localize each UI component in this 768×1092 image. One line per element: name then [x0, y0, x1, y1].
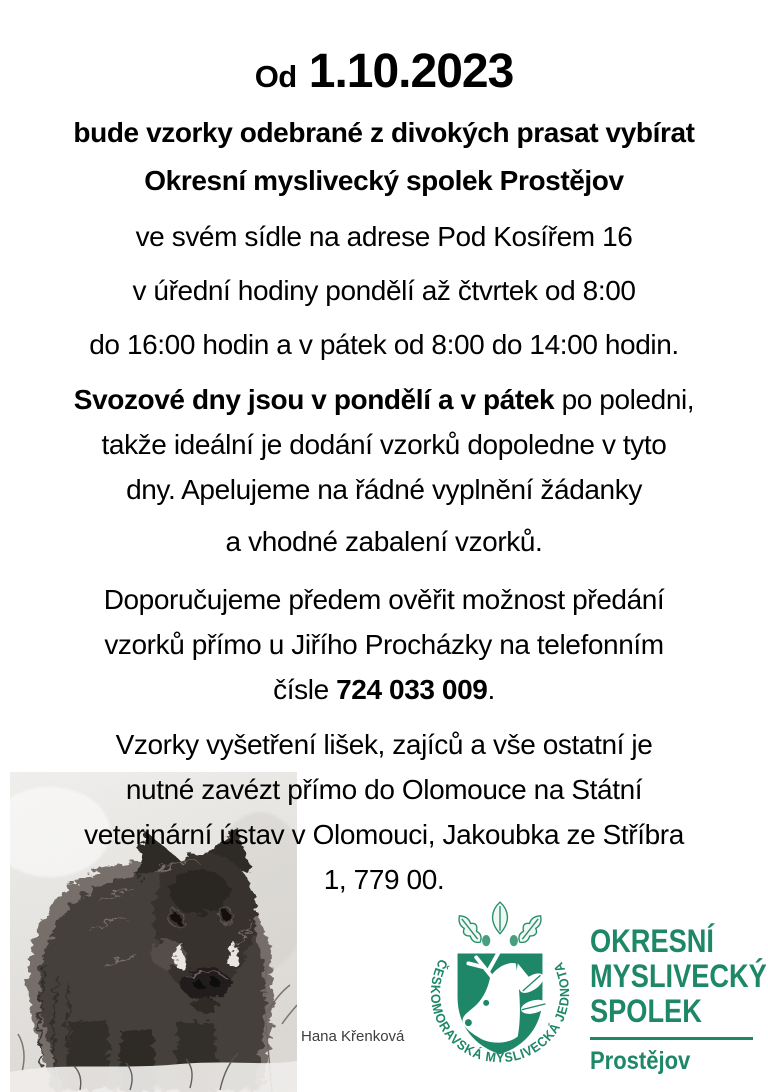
- org-city: Prostějov: [590, 1047, 691, 1075]
- phone-number: 724 033 009: [336, 674, 488, 705]
- org-divider: [590, 1037, 753, 1040]
- org-name-line-3: SPOLEK: [590, 993, 702, 1029]
- notice-line-phone: [0, 673, 768, 707]
- notice-line-intro-1: bude vzorky odebrané z divokých prasat vybírat: [73, 117, 695, 148]
- org-name-line-1: OKRESNÍ: [590, 923, 714, 959]
- notice-line-intro-2: Okresní myslivecký spolek Prostějov: [144, 165, 624, 196]
- notice-line-hours-1: v úřední hodiny pondělí až čtvrtek od 8:00: [132, 275, 636, 306]
- notice-line-address: ve svém sídle na adrese Pod Kosířem 16: [135, 221, 633, 252]
- org-name-block: [590, 924, 768, 1076]
- photo-caption: Hana Křenková: [301, 1028, 405, 1045]
- notice-line-contact-1: Doporučujeme předem ověřit možnost předání: [103, 584, 665, 615]
- notice-line-pickup-2: takže ideální je dodání vzorků dopoledne v tyto: [101, 429, 667, 460]
- pickup-days-rest: po poledni,: [554, 384, 695, 415]
- emblem-ring-text: ČESKOMORAVSKÁ MYSLIVECKÁ JEDNOTA: [427, 956, 573, 1066]
- title-prefix: Od: [254, 59, 297, 94]
- notice-line-pickup-4: a vhodné zabalení vzorků.: [225, 526, 543, 557]
- title-date: 1.10.2023: [308, 45, 514, 98]
- notice-line-other-1: Vzorky vyšetření lišek, zajíců a vše ostatní je: [115, 729, 653, 760]
- org-name: [590, 923, 767, 1029]
- notice-line-pickup-1: [0, 383, 768, 417]
- notice-line-contact-2: vzorků přímo u Jiřího Procházky na telefonním: [104, 629, 664, 660]
- notice-line-hours-2: do 16:00 hodin a v pátek od 8:00 do 14:00 hodin.: [89, 329, 679, 360]
- notice-line-pickup-3: dny. Apelujeme na řádné vyplnění žádanky: [126, 474, 642, 505]
- phone-period: .: [487, 674, 495, 705]
- pickup-days-bold: Svozové dny jsou v pondělí a v pátek: [73, 384, 555, 415]
- notice-line-other-4: 1, 779 00.: [323, 864, 445, 895]
- notice-line-other-2: nutné zavézt přímo do Olomouce na Státní: [125, 774, 643, 805]
- cmmj-emblem: [421, 899, 579, 1087]
- org-name-line-2: MYSLIVECKÝ: [590, 958, 767, 994]
- notice-line-other-3: veterinární ústav v Olomouci, Jakoubka ze Stříbra: [84, 819, 684, 850]
- page-title: [0, 44, 768, 99]
- phone-label: čísle: [273, 674, 337, 705]
